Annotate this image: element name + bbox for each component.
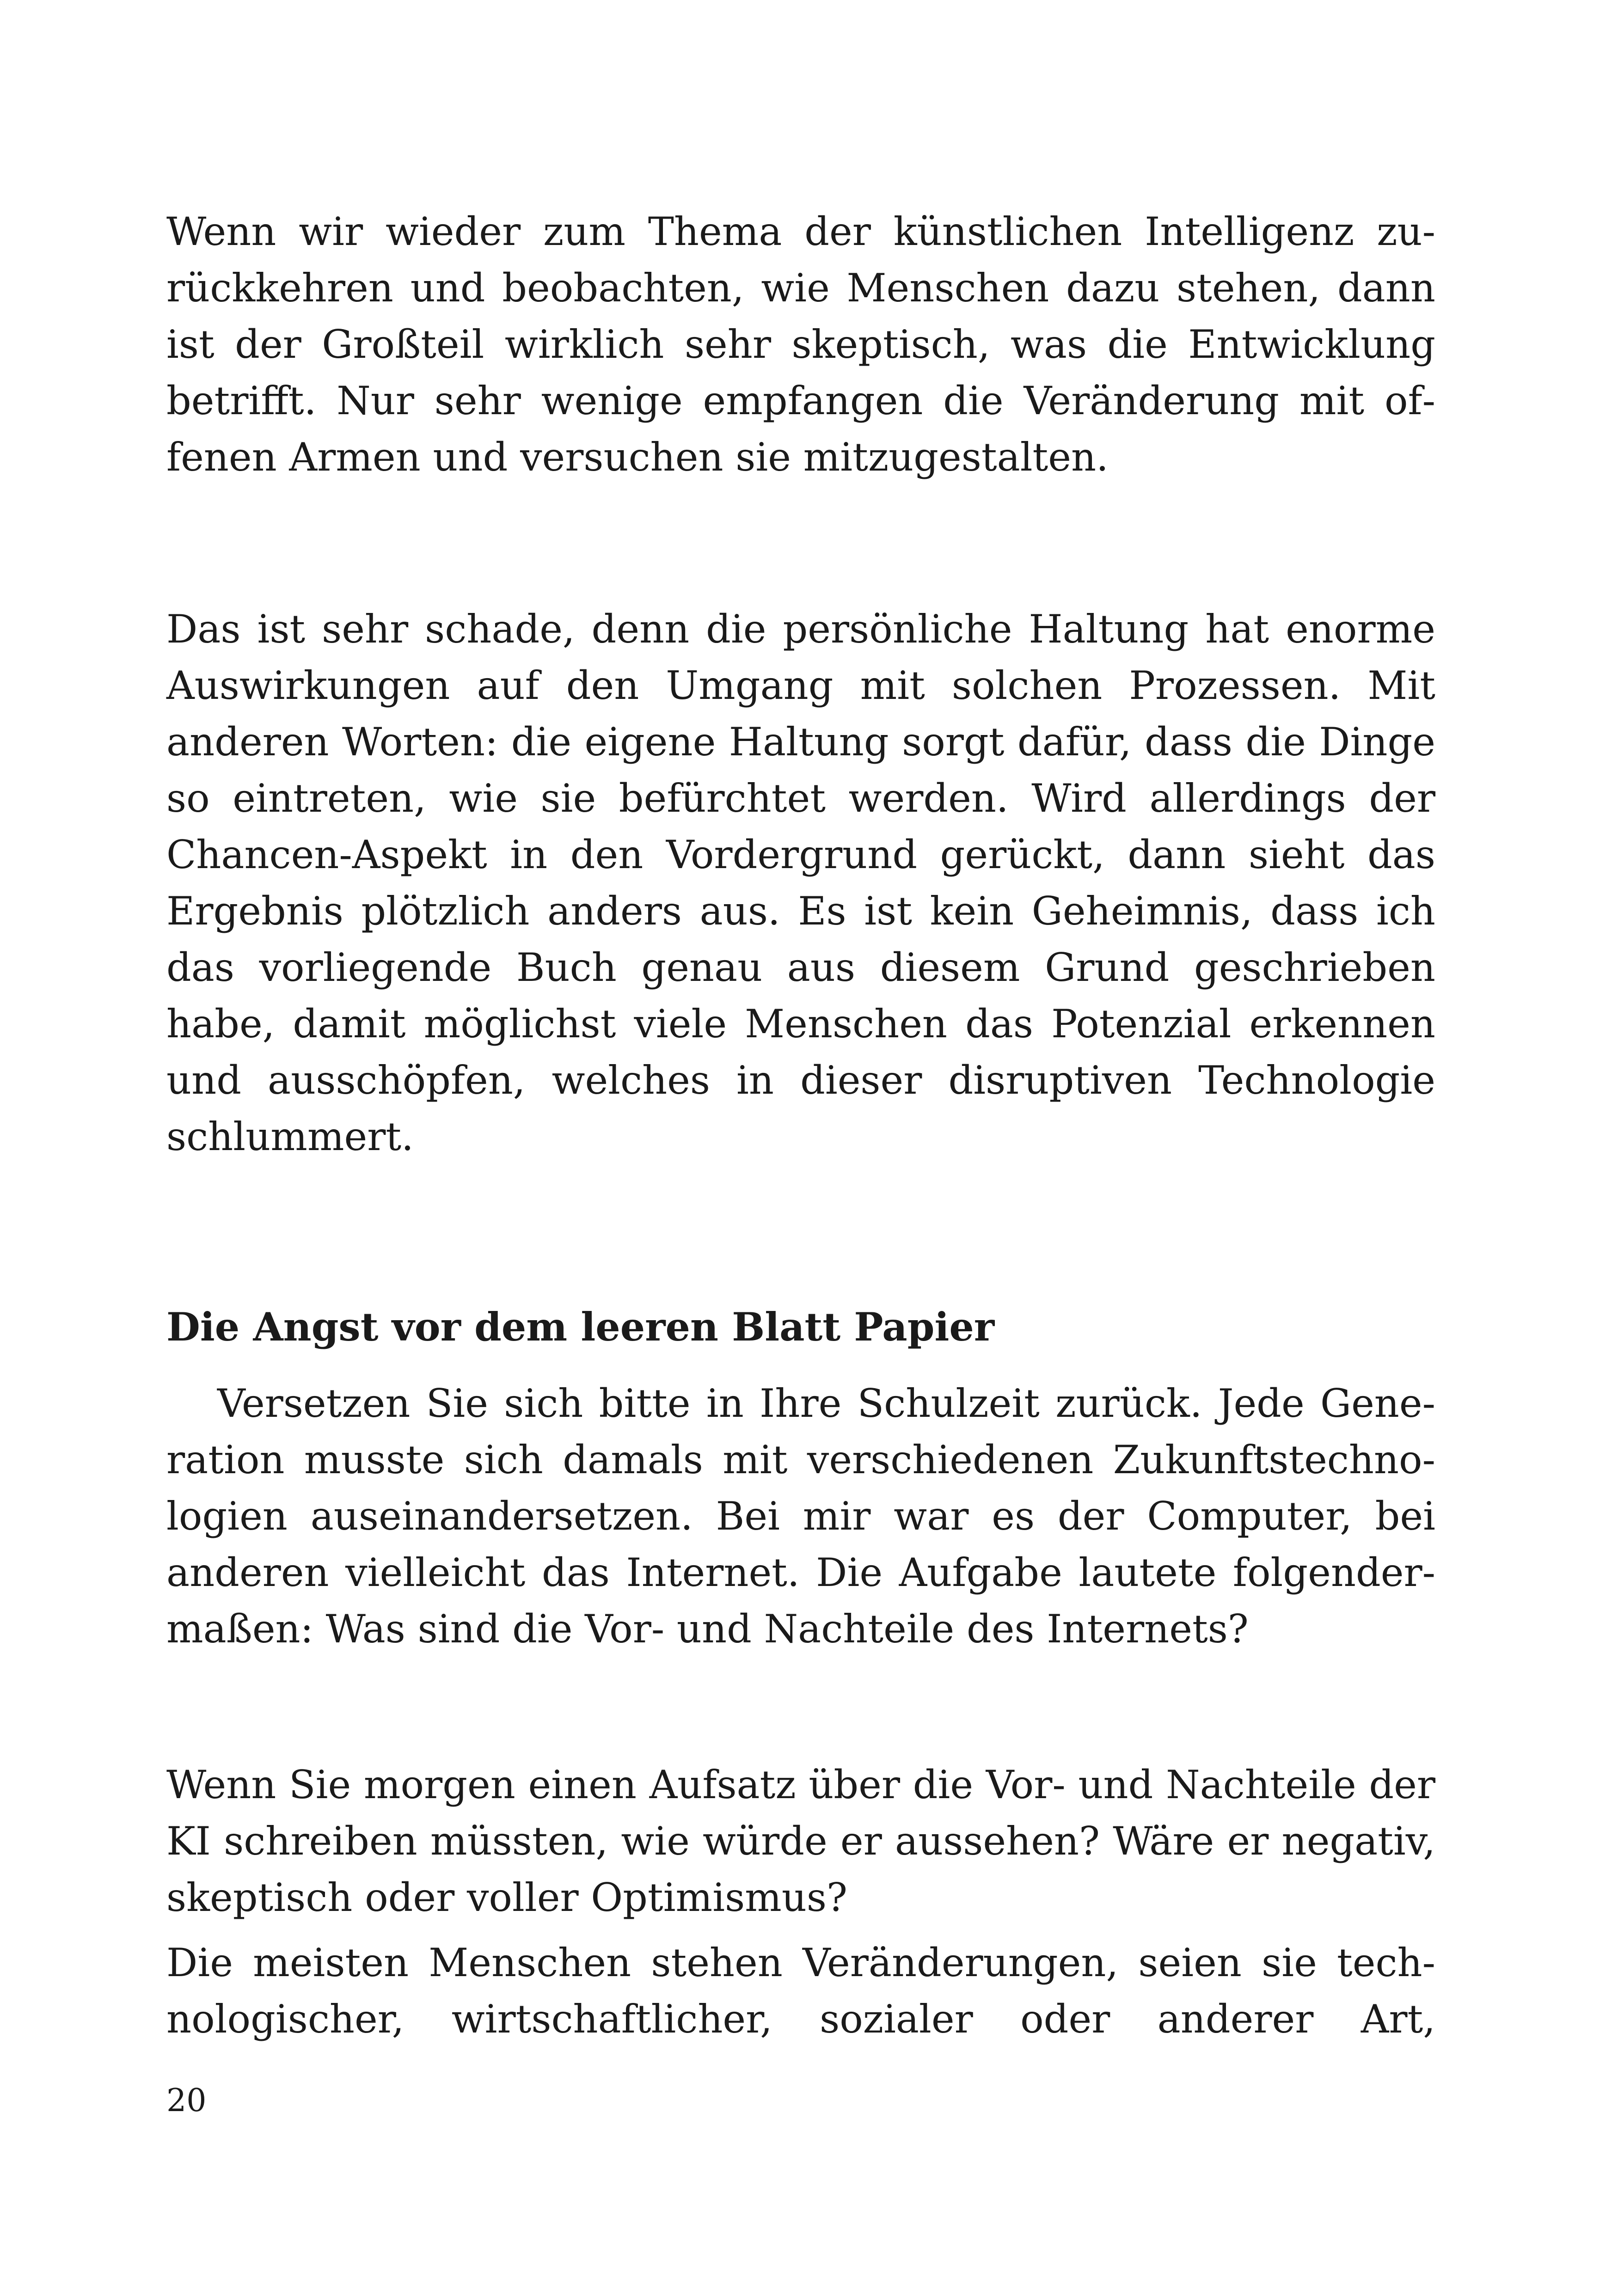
section-heading: Die Angst vor dem leeren Blatt Papier <box>166 1304 995 1350</box>
page-number: 20 <box>166 2082 207 2119</box>
paragraph-intro-ai-skepticism: Wenn wir wieder zum Thema der künstlichen Intelligenz zurückkehren und beobachten, wie Menschen dazu stehen, dann ist der Großteil wirklich sehr skeptisch, was die Entwicklung betrifft. Nur sehr wenige empfangen die Veränderung mit offenen Armen und versuchen sie mitzugestalten. <box>166 209 1435 480</box>
paragraph-essay-question: Wenn Sie morgen einen Aufsatz über die Vor- und Nachteile der KI schreiben müssten, wie würde er aussehen? Wäre er negativ, skeptisch oder voller Optimismus? <box>166 1762 1435 1920</box>
paragraph-personal-attitude: Das ist sehr schade, denn die persönliche Haltung hat enorme Auswirkungen auf den Umgang mit solchen Prozessen. Mit anderen Worten: die eigene Haltung sorgt dafür, dass die Dinge so eintreten, wie sie befürchtet werden. Wird allerdings der Chancen-Aspekt in den Vordergrund gerückt, dann sieht das Ergebnis plötzlich anders aus. Es ist kein Geheimnis, dass ich das vorliegende Buch genau aus diesem Grund geschrieben habe, damit möglichst viele Menschen das Potenzial erkennen und ausschöpfen, welches in dieser disruptiven Technologie schlummert. <box>166 606 1435 1159</box>
paragraph-most-people: Die meisten Menschen stehen Veränderungen, seien sie technologischer, wirtschaftlicher, sozialer oder anderer Art, <box>166 1940 1435 2042</box>
paragraph-school-time: Versetzen Sie sich bitte in Ihre Schulzeit zurück. Jede Generation musste sich damals mit verschiedenen Zukunftstechnologien auseinandersetzen. Bei mir war es der Computer, bei anderen vielleicht das Internet. Die Aufgabe lautete folgendermaßen: Was sind die Vor- und Nachteile des Internets? <box>166 1381 1435 1652</box>
